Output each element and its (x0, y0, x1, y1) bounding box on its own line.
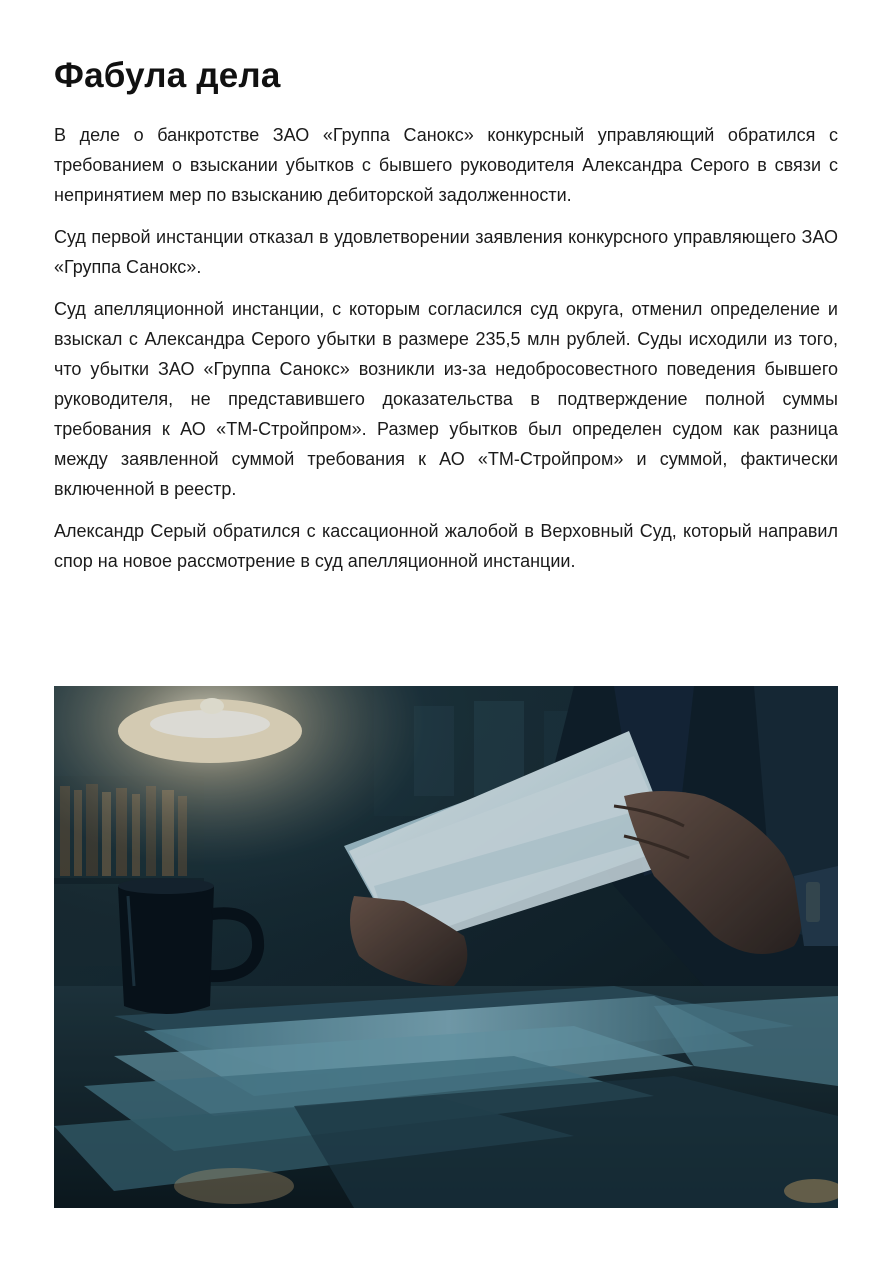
photo-scene (54, 686, 838, 1208)
page-title: Фабула дела (54, 56, 281, 95)
paragraph-first-instance: Суд первой инстанции отказал в удовлетворении заявления конкурсного управляющего ЗАО «Группа Санокс». (54, 227, 838, 277)
paragraph-appeal: Суд апелляционной инстанции, с которым согласился суд округа, отменил определение и взыскал с Александра Серого убытки в размере 235,5 млн рублей. Суды исходили из того, что убытки ЗАО «Группа Санокс» возникли из-за недобросовестного поведения бывшего руководителя, не представившего доказательства в подтверждение полной суммы требования к АО «ТМ-Стройпром». Размер убытков был определен судом как разница между заявленной суммой требования к АО «ТМ-Стройпром» и суммой, фактически включенной в реестр. (54, 299, 838, 499)
document-page (54, 52, 838, 588)
illustration-photo (54, 686, 838, 1208)
paragraph-supreme-court: Александр Серый обратился с кассационной жалобой в Верховный Суд, который направил спор на новое рассмотрение в суд апелляционной инстанции. (54, 521, 838, 571)
paragraph-case-intro: В деле о банкротстве ЗАО «Группа Санокс» конкурсный управляющий обратился с требованием о взыскании убытков с бывшего руководителя Александра Серого в связи с непринятием мер по взысканию дебиторской задолженности. (54, 125, 838, 205)
